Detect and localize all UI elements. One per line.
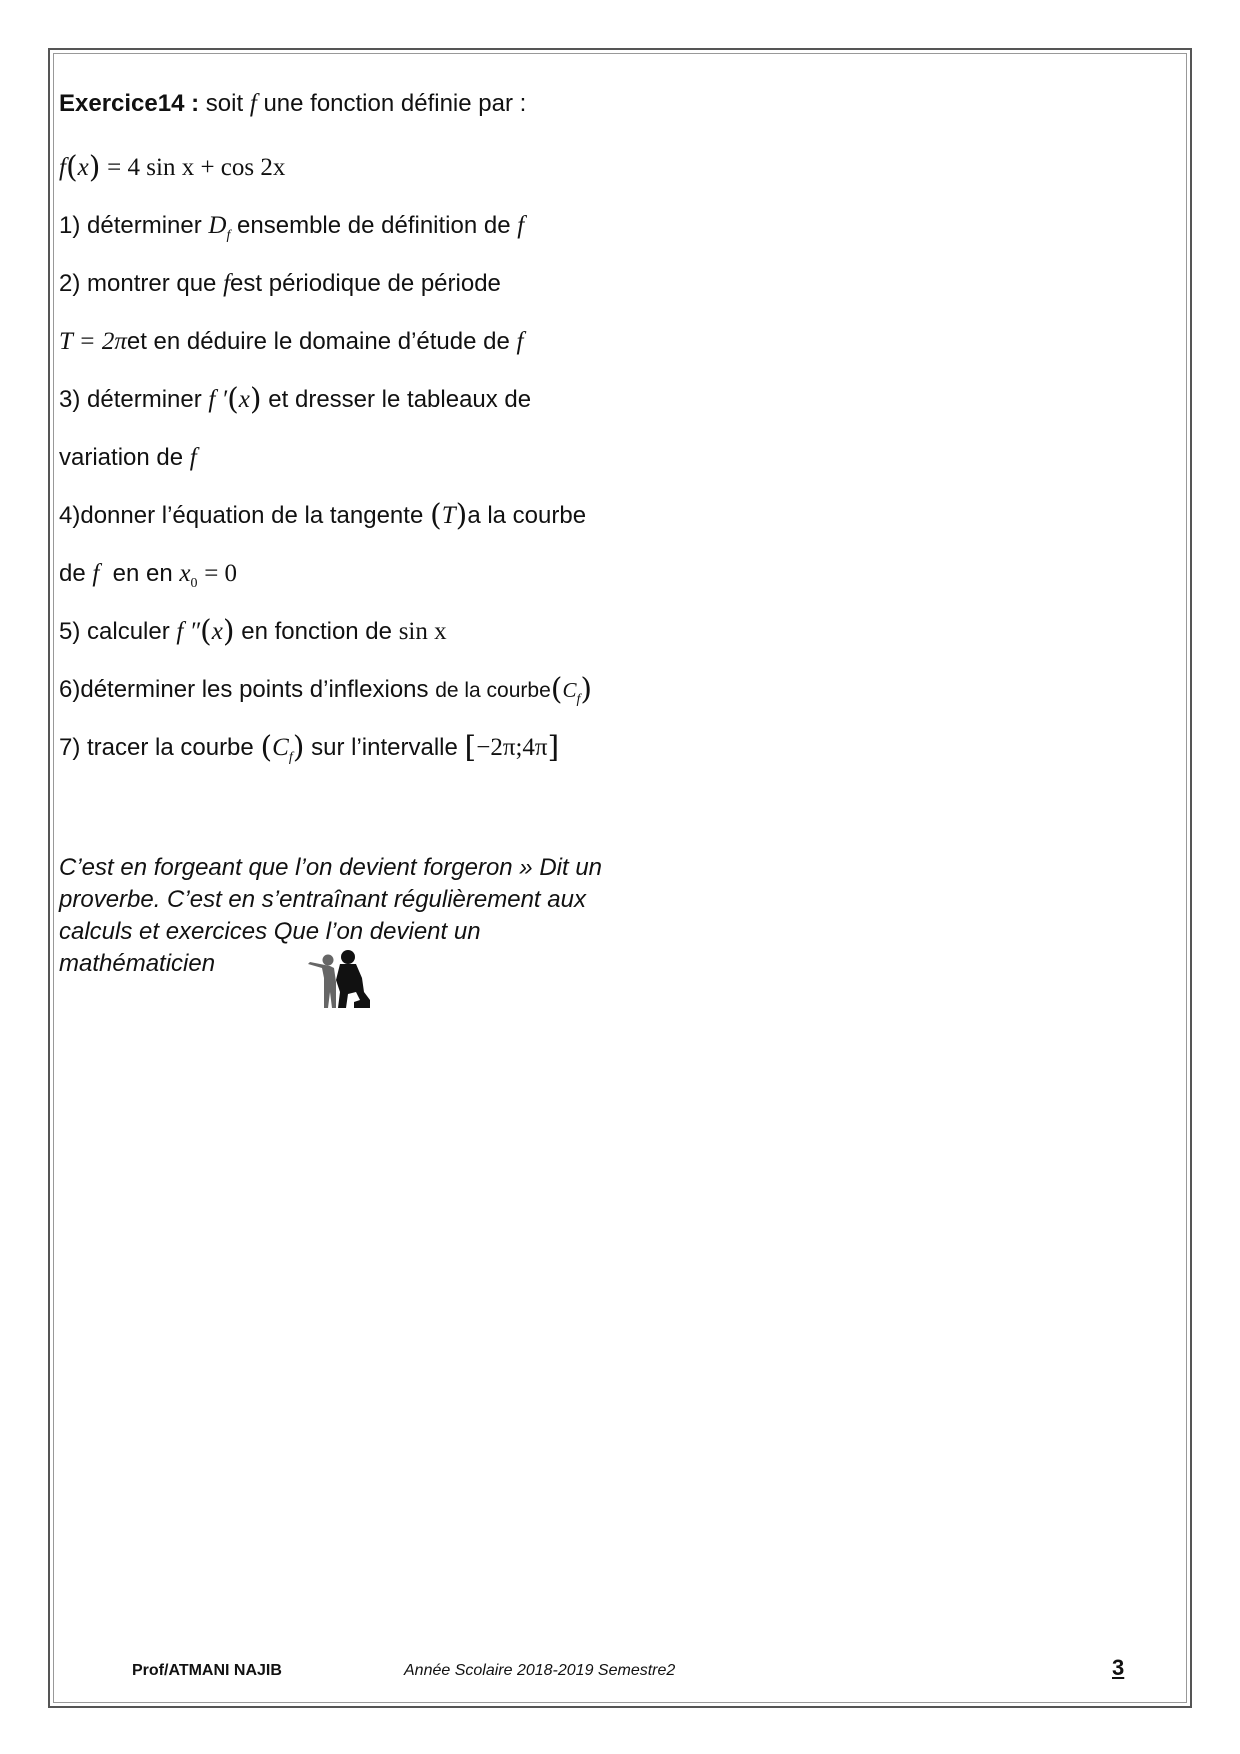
q6-C: C — [562, 678, 577, 702]
q2-text-a: 2) montrer que — [59, 270, 217, 297]
page-number: 3 — [1112, 1655, 1125, 1680]
q2b-text: et en déduire le domaine d’étude de — [126, 328, 510, 355]
question-6: 6)déterminer les points d’inflexions de la $courbe(C_f)$ — [59, 672, 593, 707]
def-x: x — [77, 154, 89, 181]
q7-text-a: 7) tracer la courbe — [59, 734, 254, 761]
question-4: 4)donner l’équation de la tangente (T)a la courbe — [59, 498, 587, 533]
def-f: f — [59, 154, 66, 181]
q2-text-b: est périodique de période — [230, 270, 501, 297]
question-4-continued — [59, 558, 237, 600]
exercise-title: Exercice14 : — [59, 90, 200, 117]
q4b-f: f — [92, 560, 100, 587]
question-7: 7) tracer la courbe $(C_f)$ sur l’intervalle [−2π;4π] — [59, 730, 560, 765]
def-rhs: = 4 sin x + cos 2x — [107, 154, 286, 181]
question-2-continued — [59, 326, 523, 358]
question-3-continued — [59, 442, 197, 474]
q6-text-b: de la courbe — [435, 679, 551, 702]
question-3: 3) déterminer f ′(x) et dresser le tableaux de — [59, 382, 532, 417]
q5-text-a: 5) calculer — [59, 618, 170, 645]
q4-T: T — [441, 502, 456, 529]
footer-school-year: Année Scolaire 2018-2019 Semestre2 — [404, 1662, 676, 1679]
q7-C-sub: f — [288, 750, 293, 765]
exercise-header — [59, 88, 526, 120]
q1-text-b: ensemble de définition de — [237, 212, 511, 239]
q2b-f: f — [516, 328, 524, 355]
q4-text-a: 4)donner l’équation de la tangente — [59, 502, 424, 529]
q3-x: x — [238, 386, 250, 413]
q2b-period: T = 2π — [59, 328, 127, 355]
q3b-f: f — [189, 444, 197, 471]
q6-text-a: 6)déterminer les points d’inflexions — [59, 676, 429, 703]
q3-text-a: 3) déterminer — [59, 386, 202, 413]
intro-f: f — [249, 90, 257, 117]
q4b-eq: = 0 — [204, 560, 238, 587]
q1-f: f — [517, 212, 525, 239]
q3b-text: variation de — [59, 444, 184, 471]
q7-C: C — [272, 734, 289, 761]
q4b-x0: x — [179, 560, 191, 587]
proverb-quote: C’est en forgeant que l’on devient forgeron » Dit un proverbe. C’est en s’entraînant régulièrement aux calculs et exercices Que l’on devient un mathématicien — [59, 854, 603, 977]
q4-text-b: a la courbe — [467, 502, 587, 529]
q5-sinx: sin x — [398, 618, 447, 645]
question-2 — [59, 268, 501, 300]
q7-text-b: sur l’intervalle — [311, 734, 458, 761]
q6-C-sub: f — [576, 692, 581, 707]
teacher-child-silhouette-icon — [306, 948, 372, 1010]
q4b-text-b: en en — [112, 560, 173, 587]
footer-author: Prof/ATMANI NAJIB — [132, 1662, 282, 1679]
question-1 — [59, 210, 524, 252]
q4b-x0-sub: 0 — [190, 576, 198, 591]
question-5: 5) calculer f ″(x) en fonction de sin x — [59, 614, 447, 649]
intro-text-b: une fonction définie par : — [263, 90, 527, 117]
q1-D: D — [208, 212, 227, 239]
q3-text-b: et dresser le tableaux de — [268, 386, 532, 413]
q1-D-sub: f — [226, 228, 231, 243]
q3-fprime: f ′ — [208, 386, 228, 413]
q4b-text-a: de — [59, 560, 86, 587]
q5-x: x — [211, 618, 223, 645]
function-definition: f(x) = 4 sin x + cos 2x — [59, 150, 286, 185]
q5-text-b: en fonction de — [241, 618, 393, 645]
q7-interval: −2π;4π — [476, 734, 548, 761]
q5-fsecond: f ″ — [176, 618, 200, 645]
intro-text-a: soit — [205, 90, 244, 117]
q2-f: f — [223, 270, 231, 297]
q1-text-a: 1) déterminer — [59, 212, 202, 239]
